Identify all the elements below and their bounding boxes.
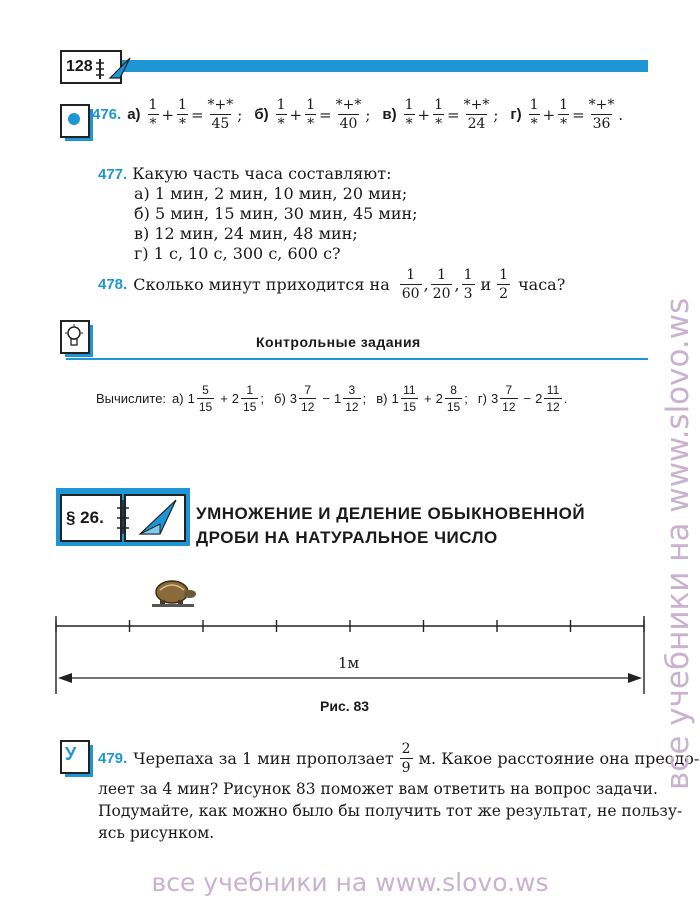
control-tasks-title: Контрольные задания — [256, 334, 421, 350]
equation: г) $\frac{1}{*}$ + $\frac{1}{*}$ = $\frac{*+*}{36}$ . — [510, 97, 624, 132]
exercise-479-line2: леет за 4 мин? Рисунок 83 поможет вам ответить на вопрос задачи. — [98, 780, 658, 798]
arrow-left-icon — [58, 673, 72, 683]
control-tasks — [96, 384, 577, 413]
paper-plane-icon — [136, 498, 180, 538]
fraction: $\frac{11}{15}$ — [402, 383, 417, 414]
page-header — [60, 50, 648, 82]
tortoise-icon — [152, 581, 196, 607]
fraction: $\frac{1}{*}$ — [306, 97, 316, 132]
fraction: $\frac{7}{12}$ — [301, 383, 315, 414]
exercise-476 — [92, 98, 635, 131]
fraction: $\frac{1}{*}$ — [559, 97, 569, 132]
chapter-label: ГЛАВА II — [580, 60, 643, 75]
list-item: а) 1 мин, 2 мин, 10 мин, 20 мин; — [134, 184, 408, 203]
exercise-477-question — [98, 164, 391, 183]
list-item: б) 5 мин, 15 мин, 30 мин, 45 мин; — [134, 204, 418, 223]
control-lead: Вычислите: — [96, 391, 167, 406]
fraction: $\frac{1}{3}$ — [463, 267, 473, 302]
header-stripe — [120, 60, 648, 72]
number-line — [56, 620, 644, 632]
expression: б) 3 $\frac{7}{12}$ − 1 $\frac{3}{12}$ ; — [274, 383, 367, 414]
expression: а) 1 $\frac{5}{15}$ + 2 $\frac{1}{15}$ ; — [172, 383, 265, 414]
expression: г) 3 $\frac{7}{12}$ − 2 $\frac{11}{12}$ . — [477, 383, 568, 414]
text-before: Сколько минут приходится на — [133, 275, 390, 294]
fraction: $\frac{8}{15}$ — [446, 383, 461, 414]
fraction: $\frac{1}{*}$ — [178, 97, 187, 132]
list-item: г) 1 с, 10 с, 300 с, 600 с? — [134, 244, 341, 263]
control-items — [172, 384, 577, 413]
exercise-479-line1: 479. Черепаха за 1 мин проползает $\frac{2}{9}$ м. Какое расстояние она преодо- — [98, 741, 700, 776]
equation: в) $\frac{1}{*}$ + $\frac{1}{*}$ = $\frac{*+*}{24}$ ; — [382, 97, 499, 132]
page-number: 128 — [66, 58, 93, 75]
fraction: $\frac{1}{*}$ — [529, 97, 539, 132]
length-label: 1м — [338, 654, 360, 672]
fraction: $\frac{11}{12}$ — [546, 383, 560, 414]
fraction: $\frac{1}{15}$ — [243, 383, 257, 414]
figure-caption: Рис. 83 — [320, 698, 370, 714]
fraction: $\frac{*+*}{36}$ — [588, 97, 615, 132]
fraction: $\frac{1}{2}$ — [499, 267, 509, 302]
ring-binder-icon — [116, 500, 130, 536]
exercise-476-parts — [127, 98, 635, 131]
fraction: $\frac{*+*}{40}$ — [335, 97, 362, 132]
fraction: $\frac{3}{12}$ — [345, 383, 359, 414]
exercise-number: 476. — [92, 106, 122, 123]
fraction: $\frac{5}{15}$ — [198, 383, 213, 414]
exercise-478: 478. Сколько минут приходится на $\frac{1}{60}$ , $\frac{1}{20}$ , $\frac{1}{3}$ и $\frac{1}{2}$ часа? — [98, 267, 566, 302]
exercise-479-line3: Подумайте, как можно было бы получить тот же результат, не пользу- — [98, 802, 683, 820]
exercise-number: 479. — [98, 750, 128, 767]
exercise-number: 478. — [98, 276, 128, 293]
fraction: $\frac{2}{9}$ — [401, 741, 411, 776]
vertical-watermark: все учебники на www.slovo.ws — [660, 297, 696, 790]
expression: в) 1 $\frac{11}{15}$ + 2 $\frac{8}{15}$ ; — [376, 383, 468, 414]
figure-83 — [50, 570, 650, 700]
exercise-479-line4: ясь рисунком. — [98, 824, 215, 842]
fraction: $\frac{1}{*}$ — [276, 97, 286, 132]
ring-binder-icon — [96, 56, 132, 82]
fraction: $\frac{1}{20}$ — [432, 267, 451, 302]
fraction: $\frac{1}{*}$ — [404, 97, 414, 132]
icon-letter: У — [65, 744, 77, 764]
fraction: $\frac{1}{60}$ — [401, 267, 420, 302]
arrow-right-icon — [628, 673, 642, 683]
section-number: § 26. — [66, 508, 104, 527]
equation: а) $\frac{1}{*}$ + $\frac{1}{*}$ = $\frac{*+*}{45}$ ; — [127, 97, 243, 132]
bottom-watermark: все учебники на www.slovo.ws — [151, 868, 549, 897]
section-title: УМНОЖЕНИЕ И ДЕЛЕНИЕ ОБЫКНОВЕННОЙ ДРОБИ НА НАТУРАЛЬНОЕ ЧИСЛО — [196, 504, 586, 547]
equation: б) $\frac{1}{*}$ + $\frac{1}{*}$ = $\frac{*+*}{40}$ ; — [254, 97, 371, 132]
question-text: Какую часть часа составляют: — [132, 164, 392, 183]
fraction: $\frac{1}{*}$ — [148, 97, 158, 132]
text-after: часа? — [518, 275, 566, 294]
fraction: $\frac{*+*}{45}$ — [207, 97, 234, 132]
exercise-number: 477. — [98, 166, 128, 183]
fraction: $\frac{*+*}{24}$ — [463, 97, 490, 132]
fraction: $\frac{1}{*}$ — [434, 97, 444, 132]
fraction: $\frac{7}{12}$ — [502, 383, 516, 414]
list-item: в) 12 мин, 24 мин, 48 мин; — [134, 224, 358, 243]
